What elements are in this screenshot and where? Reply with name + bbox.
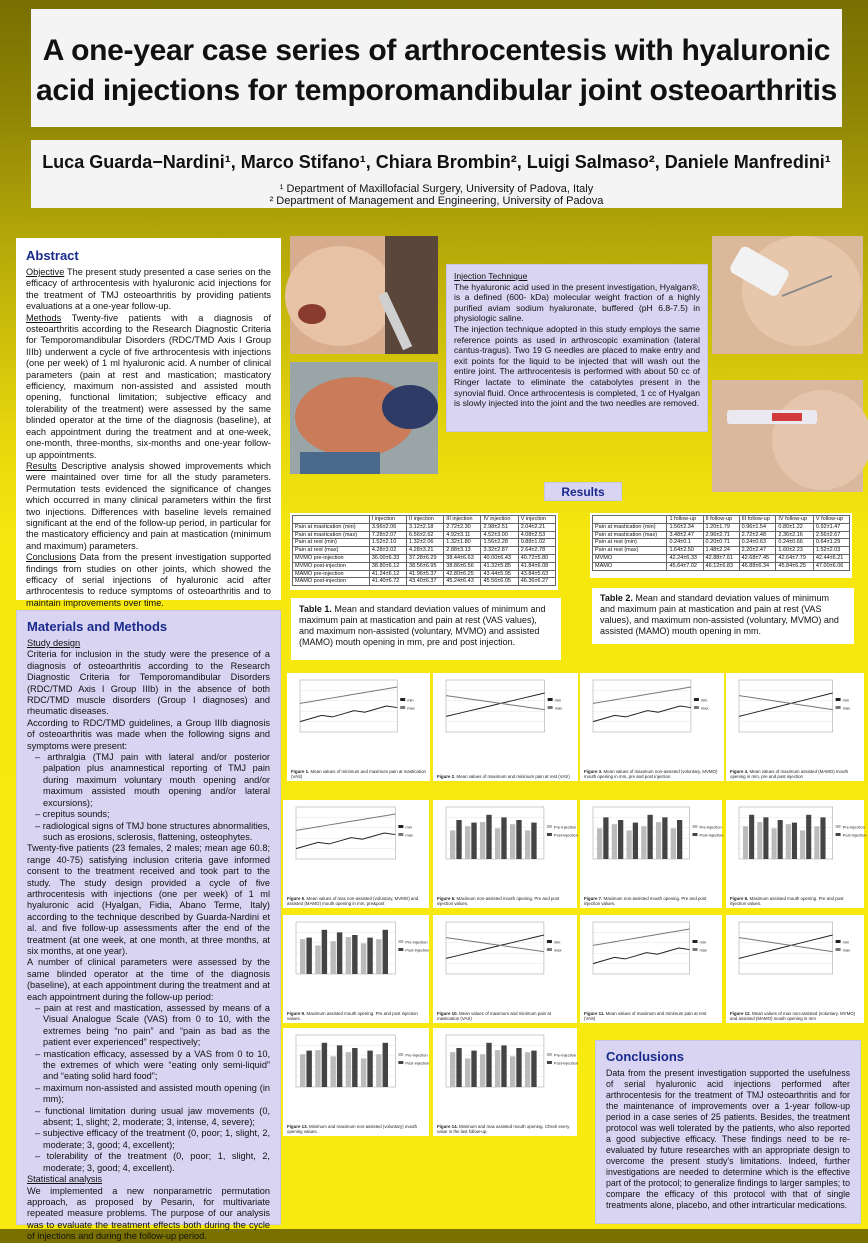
table-row — [593, 539, 850, 547]
table-cell: III follow-up — [739, 516, 776, 524]
legend-label: min — [699, 939, 706, 945]
table-cell: 38.86±6.56 — [444, 562, 481, 570]
legend-label: Pre-injection — [405, 939, 428, 945]
authors: Luca Guarda−Nardini¹, Marco Stifano¹, Chiara Brombin², Luigi Salmaso², Daniele Manfredini¹ — [42, 152, 831, 172]
photo-injection-3 — [712, 236, 863, 354]
bar — [361, 943, 366, 974]
bar — [480, 822, 485, 859]
bar — [806, 815, 811, 859]
legend-label: Pre-injection — [553, 824, 577, 830]
table-header-row — [293, 516, 556, 524]
table-cell: 1.20±1.79 — [703, 523, 739, 531]
table-cell: 42.80±6.25 — [444, 570, 481, 578]
legend-label: min — [554, 697, 562, 703]
abstract-panel — [16, 238, 281, 608]
figure-14-chart — [436, 1031, 578, 1101]
figure-6 — [433, 800, 577, 908]
table-cell: IV follow-up — [776, 516, 813, 524]
table-cell: 2.88±3.13 — [444, 547, 481, 555]
figure-3-chart — [583, 676, 719, 746]
table-row — [593, 547, 850, 555]
table-1-caption: Table 1. Mean and standard deviation values of minimum and maximum pain at mastication and pain at rest (VAS values), and maximum non-assisted (voluntary, MVMO) and assisted (MAMO) mouth opening in mm, pre and post injection. — [291, 598, 561, 660]
table-cell: 0.24±0.1 — [667, 539, 703, 547]
photo-injection-1 — [290, 236, 438, 354]
table-row — [293, 531, 556, 539]
table-cell: MAMO pre-injection — [293, 570, 370, 578]
table-cell: MAMO post-injection — [293, 578, 370, 586]
conclusions-text: Data from the present investigation supported the usefulness of serial hyaluronic acid injections performed after arthrocentesis for the treatment of TMJ osteoarthritis and for the maintenance of improvements over a 1-year follow-up period in a case series of 25 patients. Besides, the treatment protocol was well tolerated by the patients, who also reported a good subjective efficacy. These findings need to be re-evaluated by future researches with an appropriate design to overcome the present study's limitations. Indeed, further investigations are needed to determine which is the effective part of the protocol; to generalize findings to larger samples; to compare the efficacy of this protocol with that of single treatments alone, placebo, and other intrarticular medications. — [606, 1068, 850, 1210]
table-cell: 47.00±6.06 — [813, 562, 849, 570]
bar — [486, 1043, 491, 1087]
bar — [456, 1048, 461, 1087]
legend-label: min — [700, 697, 708, 703]
bar — [618, 820, 623, 859]
legend-label: max — [842, 705, 851, 711]
figure-12-chart — [729, 918, 859, 988]
table-cell: I injection — [369, 516, 406, 524]
bar — [820, 817, 825, 859]
legend — [398, 1053, 429, 1066]
table-cell: 42.44±6.21 — [813, 554, 849, 562]
figure-2 — [433, 673, 578, 781]
figure-8-chart — [729, 803, 867, 873]
bar — [743, 826, 748, 859]
table-cell: 1.52±2.10 — [369, 539, 406, 547]
table-cell: II injection — [407, 516, 444, 524]
table-cell: IV injection — [481, 516, 518, 524]
bar — [315, 1050, 320, 1087]
table-cell: 1.32±2.06 — [407, 539, 444, 547]
legend-label: Post-injection — [842, 832, 867, 838]
bar — [516, 1048, 521, 1087]
bar — [495, 828, 500, 859]
bar — [501, 1045, 506, 1087]
table-row — [293, 570, 556, 578]
legend-label: max — [700, 705, 709, 711]
bar — [376, 1054, 381, 1087]
legend — [692, 825, 723, 838]
table-cell: 7.28±2.07 — [369, 531, 406, 539]
table-cell: 45.56±6.05 — [481, 578, 518, 586]
table-1 — [290, 513, 558, 590]
table-cell: 4.08±2.53 — [518, 531, 555, 539]
figure-caption: Figure 14. Minimum and max assisted mouth opening. Check every value in the last follow-up. — [437, 1124, 570, 1134]
figure-1 — [287, 673, 430, 781]
bar — [626, 830, 631, 859]
table-cell: Pain at mastication (min) — [293, 523, 370, 531]
bar — [471, 1051, 476, 1087]
bar — [531, 823, 536, 859]
legend — [547, 940, 562, 953]
table-cell: 0.20±0.71 — [703, 539, 739, 547]
conclusions-heading: Conclusions — [606, 1049, 685, 1064]
bar — [322, 1043, 327, 1087]
figure-10 — [433, 915, 577, 1023]
figure-2-chart — [436, 676, 573, 746]
figure-5-chart — [286, 803, 424, 873]
table-cell: MVMO pre-injection — [293, 554, 370, 562]
table-cell: 46.36±6.27 — [518, 578, 555, 586]
legend — [694, 698, 709, 711]
table-cell: 1.52±2.03 — [813, 547, 849, 555]
table-cell: 2.72±2.48 — [739, 531, 776, 539]
legend-label: min — [842, 939, 850, 945]
bar — [383, 930, 388, 974]
bar — [641, 826, 646, 859]
table-cell: 0.64±1.29 — [813, 539, 849, 547]
bar — [757, 822, 762, 859]
legend — [398, 940, 429, 953]
table-cell: 38.56±6.95 — [407, 562, 444, 570]
legend-label: max — [554, 705, 563, 711]
table-cell: 1.60±2.23 — [776, 547, 813, 555]
table-cell: Pain at rest (max) — [593, 547, 667, 555]
table-cell — [593, 516, 667, 524]
bar — [749, 815, 754, 859]
bar — [465, 826, 470, 859]
figure-4-chart — [729, 676, 859, 746]
legend-label: Pre-injection — [842, 824, 865, 830]
bar — [346, 937, 351, 974]
bar — [361, 1058, 366, 1087]
legend — [692, 940, 707, 953]
table-cell: III injection — [444, 516, 481, 524]
figure-14 — [433, 1028, 577, 1136]
figure-6-chart — [436, 803, 578, 873]
bar — [315, 945, 320, 974]
table-cell: 2.96±2.71 — [703, 531, 739, 539]
figure-caption: Figure 7. Maximum non-assisted mouth opening. Pre and post injection values. — [584, 896, 707, 906]
figure-caption: Figure 12. Mean values of max non-assisted (voluntary, MVMO) and assisted (MAMO) mouth opening in mm — [730, 1011, 856, 1021]
table-cell: MVMO — [593, 554, 667, 562]
legend-label: max — [553, 947, 562, 953]
legend-label: Post-injection — [553, 1060, 578, 1066]
bar — [480, 1054, 485, 1087]
table-cell: 6.56±2.62 — [407, 531, 444, 539]
table-cell: 0.80±1.22 — [776, 523, 813, 531]
bar — [383, 1043, 388, 1087]
figure-9 — [283, 915, 429, 1023]
legend — [398, 825, 413, 838]
table-cell: 46.88±6.34 — [739, 562, 776, 570]
table-cell: 3.32±2.87 — [481, 547, 518, 555]
figure-11 — [580, 915, 722, 1023]
bar — [501, 817, 506, 859]
legend — [836, 698, 851, 711]
table-cell: 45.64±7.02 — [667, 562, 703, 570]
table-cell: MVMO post-injection — [293, 562, 370, 570]
bar — [337, 932, 342, 974]
table-cell: 3.48±2.47 — [667, 531, 703, 539]
signs-list: – arthralgia (TMJ pain with lateral and/or posterior palpation plus anamnestical reporting of TMJ pain during maximum voluntary mouth opening and/or maximum assisted mouth opening and/or lateral excursions); – crepitus sounds; – radiological signs of TMJ bone structures abnormalities, such as erosions, sclerosis, flattening, osteophytes. — [35, 752, 270, 842]
figure-13 — [283, 1028, 429, 1136]
table-cell: 0.24±0.63 — [739, 539, 776, 547]
bar — [306, 938, 311, 974]
table-cell: 2.20±2.47 — [739, 547, 776, 555]
bar — [648, 815, 653, 859]
bar — [495, 1050, 500, 1087]
table-cell: 1.56±2.28 — [481, 539, 518, 547]
bar — [525, 830, 530, 859]
figure-7-chart — [583, 803, 724, 873]
table-cell: 37.28±6.29 — [407, 554, 444, 562]
bar — [800, 830, 805, 859]
table-cell: 43.40±6.37 — [407, 578, 444, 586]
poster-title: A one-year case series of arthrocentesis with hyaluronic acid injections for temporomandibular joint osteoarthritis — [31, 9, 842, 127]
table-2 — [590, 513, 852, 578]
legend — [548, 698, 563, 711]
table-cell: 1.64±2.50 — [667, 547, 703, 555]
figure-4 — [726, 673, 864, 781]
figure-caption: Figure 10. Mean values of maximum and minimum pain at mastication (VAS) — [437, 1011, 551, 1021]
legend — [836, 940, 851, 953]
legend-label: Pre-injection — [405, 1052, 428, 1058]
bar — [456, 820, 461, 859]
figure-3 — [580, 673, 724, 781]
bar — [337, 1045, 342, 1087]
photo-injection-4 — [712, 380, 863, 492]
legend-label: max — [699, 947, 708, 953]
figure-caption: Figure 4. Mean values of maximum assisted (MAMO) mouth opening in mm, pre and post injection — [730, 769, 849, 779]
table-cell: Pain at mastication (max) — [593, 531, 667, 539]
table-cell: 0.88±1.02 — [518, 539, 555, 547]
table-cell: 42.64±7.79 — [776, 554, 813, 562]
table-cell: 0.92±1.47 — [813, 523, 849, 531]
bar — [300, 939, 305, 974]
table-cell: 42.24±6.33 — [667, 554, 703, 562]
injection-text: Injection Technique The hyaluronic acid used in the present investigation, Hyalgan®, is a defined (600- kDa) molecular weight fraction of a highly purified aviam sodium hyaluronate, buffered (pH 6.8-7.5) in physiologic saline. The injection technique adopted in this study employs the same reference points as used in arthroscopic examination (lateral cantus-tragus). Two 19 G needles are placed to make entry and exit points for the liquid to be injected that will wash out the entire joint. The arthrocentesis is performed with about 50 cc of Ringer lactate to eliminate the catabolytes present in the synovial fluid. Once arthrocentesis is completed, 1 cc of Hyalgan is slowly injected into the joint and the two needles are removed. — [454, 271, 700, 409]
affiliation-2: ² Department of Management and Engineering, University of Padova — [269, 195, 604, 207]
bar — [367, 1051, 372, 1087]
table-row — [593, 554, 850, 562]
table-cell: 2.36±2.16 — [776, 531, 813, 539]
legend-label: max — [842, 947, 851, 953]
table-cell: II follow-up — [703, 516, 739, 524]
bar — [786, 824, 791, 859]
table-cell: 3.12±2.18 — [407, 523, 444, 531]
table-row — [593, 531, 850, 539]
bar — [772, 828, 777, 859]
table-header-row — [593, 516, 850, 524]
table-cell: Pain at mastication (min) — [593, 523, 667, 531]
legend — [547, 825, 578, 838]
legend-label: max — [405, 832, 413, 838]
methods-heading: Materials and Methods — [27, 619, 168, 634]
figure-12 — [726, 915, 864, 1023]
figure-7 — [580, 800, 722, 908]
conclusions-panel — [595, 1040, 861, 1224]
bar — [346, 1052, 351, 1087]
table-row — [293, 554, 556, 562]
table-row — [293, 539, 556, 547]
bar — [450, 830, 455, 859]
table-cell: 3.96±2.06 — [369, 523, 406, 531]
table-cell: 36.00±6.33 — [369, 554, 406, 562]
bar — [531, 1051, 536, 1087]
bar — [597, 828, 602, 859]
bar — [516, 820, 521, 859]
table-cell: 40.72±5.80 — [518, 554, 555, 562]
table-cell: V injection — [518, 516, 555, 524]
figure-11-chart — [583, 918, 717, 988]
table-cell: 41.24±6.12 — [369, 570, 406, 578]
legend-label: Pre-injection — [699, 824, 722, 830]
bar — [814, 826, 819, 859]
bar — [376, 939, 381, 974]
figure-13-chart — [286, 1031, 430, 1101]
table-cell: 45.24±6.43 — [444, 578, 481, 586]
table-cell — [293, 516, 370, 524]
table-cell: 4.28±3.21 — [407, 547, 444, 555]
injection-technique-panel — [446, 264, 708, 432]
figure-caption: Figure 13. Minimum and maximum non-assisted (voluntary) mouth opening values. — [287, 1124, 418, 1134]
legend — [547, 1053, 578, 1066]
table-row — [293, 578, 556, 586]
bar — [662, 817, 667, 859]
table-cell: V follow-up — [813, 516, 849, 524]
legend-label: min — [842, 697, 850, 703]
figure-10-chart — [436, 918, 572, 988]
table-row — [293, 523, 556, 531]
abstract-heading: Abstract — [26, 248, 79, 263]
figure-caption: Figure 2. Mean values of maximum and minimum pain at rest (VAS) — [437, 774, 570, 779]
figure-caption: Figure 6. Maximum non-assisted mouth opening. Pre and post injection values. — [437, 896, 560, 906]
figure-caption: Figure 9. Maximum assisted mouth opening. Pre and post injection values. — [287, 1011, 418, 1021]
figure-9-chart — [286, 918, 430, 988]
table-cell: 1.32±1.80 — [444, 539, 481, 547]
legend-label: min — [407, 697, 414, 703]
photo-injection-2 — [290, 362, 438, 474]
bar — [306, 1051, 311, 1087]
bar — [603, 817, 608, 859]
table-cell: 41.40±6.72 — [369, 578, 406, 586]
table-cell: Pain at rest (min) — [593, 539, 667, 547]
bar — [367, 938, 372, 974]
table-row — [593, 523, 850, 531]
bar — [633, 823, 638, 859]
table-cell: 2.98±2.51 — [481, 523, 518, 531]
figure-5 — [283, 800, 429, 908]
bar — [656, 822, 661, 859]
table-row — [293, 547, 556, 555]
table-cell: 2.56±2.67 — [813, 531, 849, 539]
table-cell: Pain at rest (min) — [293, 539, 370, 547]
figure-caption: Figure 3. Mean values of maximum non-assisted (voluntary, MVMO) mouth opening in mm, pre and post injection — [584, 769, 718, 779]
bar — [300, 1054, 305, 1087]
table-cell: Pain at mastication (max) — [293, 531, 370, 539]
bar — [525, 1052, 530, 1087]
table-cell: 1.48±2.24 — [703, 547, 739, 555]
table-cell: MAMO — [593, 562, 667, 570]
figure-caption: Figure 1. Mean values of minimum and maximum pain at mastication (VAS) — [291, 769, 426, 779]
bar — [510, 1056, 515, 1087]
bar — [471, 823, 476, 859]
table-row — [593, 562, 850, 570]
figure-8 — [726, 800, 867, 908]
table-cell: 4.92±3.11 — [444, 531, 481, 539]
methods-panel — [16, 610, 281, 1242]
bar — [465, 1058, 470, 1087]
table-cell: 40.00±6.43 — [481, 554, 518, 562]
legend-label: min — [405, 824, 412, 830]
table-cell: 42.88±7.61 — [703, 554, 739, 562]
figure-caption: Figure 8. Maximum assisted mouth opening. Pre and post injection values. — [730, 896, 844, 906]
figure-caption: Figure 11. Mean values of maximum and minimum pain at rest (VAS) — [584, 1011, 707, 1021]
table-row — [293, 562, 556, 570]
legend-label: min — [553, 939, 561, 945]
table-cell: 41.96±5.37 — [407, 570, 444, 578]
table-cell: 38.80±6.12 — [369, 562, 406, 570]
table-2-caption: Table 2. Mean and standard deviation values of minimum and maximum pain at mastication and pain at rest (VAS values), and maximum non-assisted (voluntary, MVMO) and assisted (MAMO) mouth opening in mm. — [592, 588, 854, 644]
table-cell: 43.84±5.63 — [518, 570, 555, 578]
bar — [352, 935, 357, 974]
bar — [330, 941, 335, 974]
table-cell: 41.32±5.85 — [481, 562, 518, 570]
abstract-text: Objective The present study presented a case series on the efficacy of arthrocentesis with hyaluronic acid injections for the treatment of TMJ osteoarthritis by providing patients evaluations at a one-year follow-up. Methods Twenty-five patients with a diagnosis of osteoarthritis according to the Research Diagnostic Criteria for Temporomandibular Disorders (RDC/TMD Axis I Group IIIb) underwent a cycle of five arthrocentesis with injections (one per week) of 1 ml hyaluronic acid. A number of clinical parameters (pain at rest and mastication; masticatory efficiency, maximum non-assisted and assisted mouth opening, functional limitation; subjective efficacy and tolerability of the treatment) were assessed by the same blinded operator at the time of the diagnosis (baseline), at each appointment during the treatment and at one-week, one-month, three-months, six-months and one-year follow-up appointments. Results Descriptive analysis showed improvements which were maintained over time for all the study parameters. Permutation tests evidenced the significance of changes which occurred in many clinical parameters within the first two injections. Differences with baseline levels remained significant at the end of the follow-up period, in particular for the masticatory efficiency and pain at mastication (minimum and maximum) parameters. Conclusions Data from the present investigation supported findings from studies on other joints, which showed the efficacy of serial injections of hyaluronic acid after arthrocentesis to reduce symptoms of osteoarthritis and to maintain improvements over time. — [26, 267, 271, 608]
authors-box — [31, 140, 842, 208]
legend — [400, 698, 415, 711]
bar — [778, 820, 783, 859]
params-list: – pain at rest and mastication, assessed by means of a Visual Analogue Scale (VAS) from 0 to 10, with the extremes being “no pain” and “pain as bad as the patient ever experienced” respectively; – mastication efficacy, assessed by a VAS from 0 to 10, the extremes of which were “eating only semi-liquid” and “eating solid hard food”; – maximum non-assisted and assisted mouth opening (in mm); – functional limitation during usual jaw movements (0, absent; 1, slight; 2, moderate; 3, intense, 4, severe); – subjective efficacy of the treatment (0, poor; 1, slight, 2, moderate; 3, good; 4, excellent); – tolerability of the treatment (0, poor; 1, slight, 2, moderate; 3, good; 4, excellent). — [35, 1003, 270, 1173]
legend-label: Post-injection — [405, 1060, 430, 1066]
table-cell: 1 follow-up — [667, 516, 703, 524]
table-cell: 38.44±6.63 — [444, 554, 481, 562]
table-cell: Pain at rest (max) — [293, 547, 370, 555]
table-cell: 2.64±2.78 — [518, 547, 555, 555]
bar — [450, 1052, 455, 1087]
table-cell: 0.96±1.54 — [739, 523, 776, 531]
bar — [763, 817, 768, 859]
bar — [612, 824, 617, 859]
table-cell: 4.52±3.00 — [481, 531, 518, 539]
legend-label: Pre-injection — [553, 1052, 577, 1058]
bar — [486, 815, 491, 859]
table-cell: 4.28±3.02 — [369, 547, 406, 555]
bar — [677, 820, 682, 859]
table-cell: 0.24±0.66 — [776, 539, 813, 547]
legend-label: Post-injection — [553, 832, 578, 838]
bar — [322, 930, 327, 974]
table-cell: 45.84±6.25 — [776, 562, 813, 570]
table-cell: 43.44±5.95 — [481, 570, 518, 578]
legend-label: Post-injection — [699, 832, 724, 838]
table-cell: 41.84±6.08 — [518, 562, 555, 570]
bar — [330, 1056, 335, 1087]
affiliation-1: ¹ Department of Maxillofacial Surgery, University of Padova, Italy — [279, 183, 594, 195]
figure-caption: Figure 5. Mean values of max non-assisted (voluntary, MVMO) and assisted (MAMO) mouth opening in mm, pre&post — [287, 896, 419, 906]
figure-1-chart — [290, 676, 425, 746]
bar — [352, 1048, 357, 1087]
legend-label: max — [407, 705, 415, 711]
table-cell: 42.68±7.45 — [739, 554, 776, 562]
results-heading: Results — [544, 482, 622, 501]
bar — [792, 823, 797, 859]
table-cell: 2.04±2.21 — [518, 523, 555, 531]
table-cell: 1.56±2.34 — [667, 523, 703, 531]
bar — [671, 828, 676, 859]
bar — [510, 824, 515, 859]
table-cell: 46.12±6.83 — [703, 562, 739, 570]
legend — [836, 825, 867, 838]
legend-label: Post-injection — [405, 947, 430, 953]
table-cell: 2.72±2.30 — [444, 523, 481, 531]
methods-text: Study design Criteria for inclusion in the study were the presence of a diagnosis of osteoarthritis according to the Research Diagnostic Criteria for Temporomandibular Disorders (RDC/TMD Axis I Group IIIb) in the absence of both RDC/TMD muscle disorders (Group I diagnoses) and rheumatic diseases. According to RDC/TMD guidelines, a Group IIIb diagnosis of osteoarthritis was made when the following signs and symptoms were present: – arthralgia (TMJ pain with lateral and/or posterior palpation plus anamnestical reporting of TMJ pain during maximum voluntary mouth opening and/or maximum assisted mouth opening and/or lateral excursions); – crepitus sounds; – radiological signs of TMJ bone structures abnormalities, such as erosions, sclerosis, flattening, osteophytes. Twenty-five patients (23 females, 2 males; mean age 60.8; range 40-75) satisfying inclusion criteria gave informed consent to the treatment received and took part to the study. The study design provided a cycle of five arthrocentesis with injections (one per week) of 1 ml hyaluronic acid (Hyalgan, Fidia, Abano Terme, Italy) according to the technique described by Guarda-Nardini et al. and five follow-up assessments after the end of the treatment (at one week, at one month, at three months, at six months, at one year). A number of clinical parameters were assessed by the same blinded operator at the time of the diagnosis (baseline), at each appointment during the treatment and at each appointment during the follow-up period: – pain at rest and mastication, assessed by means of a Visual Analogue Scale (VAS) from 0 to 10, with the extremes being “no pain” and “pain as bad as the patient ever experienced” respectively; – mastication efficacy, assessed by a VAS from 0 to 10, the extremes of which were “eating only semi-liquid” and “eating solid hard food”; – maximum non-assisted and assisted mouth opening (in mm); – functional limitation during usual jaw movements (0, absent; 1, slight; 2, moderate; 3, intense, 4, severe); – subjective efficacy of the treatment (0, poor; 1, slight, 2, moderate; 3, good; 4, excellent); – tolerability of the treatment (0, poor; 1, slight, 2, moderate; 3, good; 4, excellent). Statistical analysis We implemented a new nonparametric permutation approach, as proposed by Pesarin, for multivariate repeated measure problems. The purpose of our analysis was to evaluate the treatment effects both during the cycle of injections and during the follow-up period. — [27, 638, 270, 1242]
